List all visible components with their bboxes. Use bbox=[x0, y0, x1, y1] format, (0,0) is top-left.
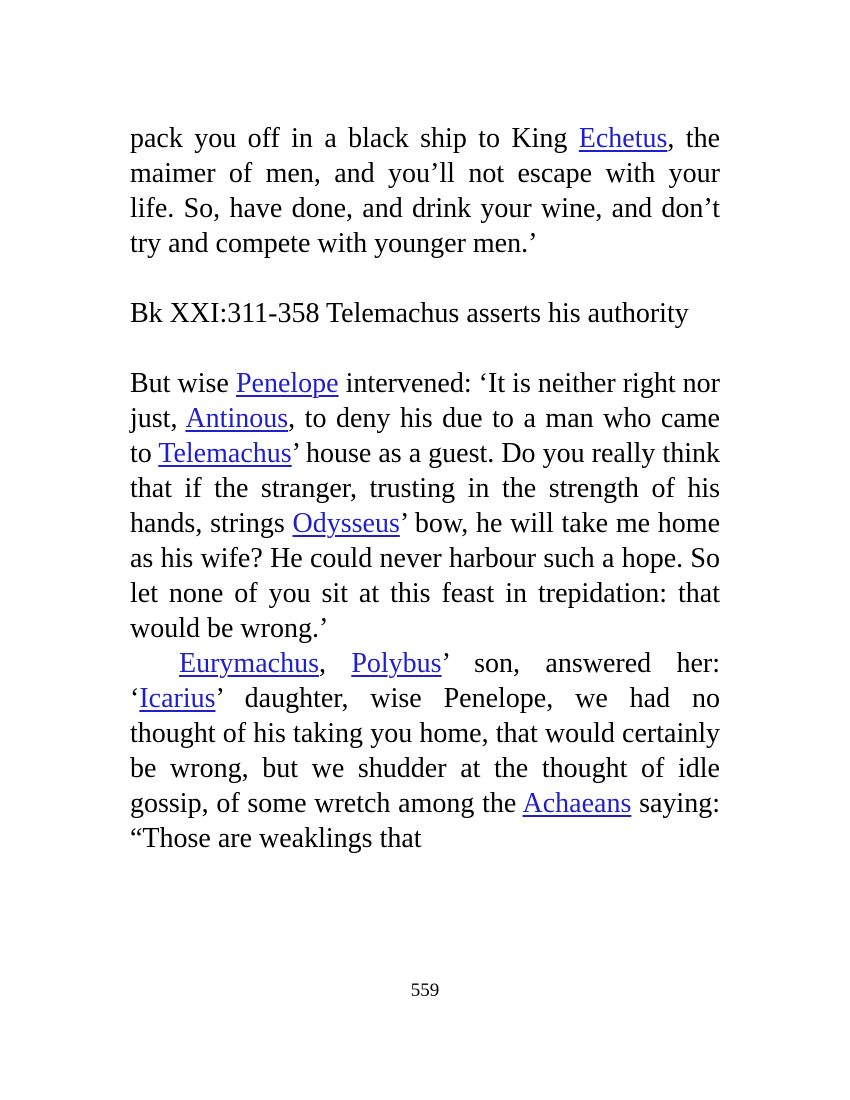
link-echetus[interactable]: Echetus bbox=[578, 123, 668, 154]
paragraph-1 bbox=[130, 121, 720, 261]
link-antinous[interactable]: Antinous bbox=[185, 403, 289, 434]
paragraph-2 bbox=[130, 366, 720, 646]
link-eurymachus[interactable]: Eurymachus bbox=[179, 648, 319, 679]
page-number: 559 bbox=[410, 980, 440, 1001]
text-run: pack you off in a black ship to King bbox=[130, 123, 579, 154]
paragraph-3 bbox=[130, 646, 720, 856]
text-run: ’ house as a guest. Do you really think that if the stranger, trusting in the strength of his hands, strings bbox=[130, 438, 720, 539]
link-odysseus[interactable]: Odysseus bbox=[292, 508, 400, 539]
text-run: ’ daughter, wise Penelope, we had no thought of his taking you home, that would certainly be wrong, but we shudder at the thought of idle gossip, of some wretch among the bbox=[130, 683, 720, 819]
text-run: saying: “Those are weaklings that bbox=[130, 788, 720, 854]
text-run: ’ bow, he will take me home as his wife? He could never harbour such a hope. So let none of you sit at this feast in trepidation: that would be wrong.’ bbox=[130, 508, 721, 644]
paragraph-spacer bbox=[130, 331, 720, 366]
text-run: ’ son, answered her: ‘ bbox=[130, 648, 720, 714]
text-run: , to deny his due to a man who came to bbox=[130, 403, 720, 469]
link-polybus[interactable]: Polybus bbox=[351, 648, 442, 679]
text-run: , the maimer of men, and you’ll not escape with your life. So, have done, and drink your wine, and don’t try and compete with younger men.’ bbox=[130, 123, 720, 259]
text-run: But wise bbox=[130, 368, 236, 399]
link-icarius[interactable]: Icarius bbox=[139, 683, 216, 714]
section-heading: Bk XXI:311-358 Telemachus asserts his authority bbox=[130, 298, 689, 329]
link-penelope[interactable]: Penelope bbox=[235, 368, 339, 399]
paragraph-spacer bbox=[130, 261, 720, 296]
page-body bbox=[130, 121, 720, 856]
link-telemachus[interactable]: Telemachus bbox=[158, 438, 292, 469]
text-run: intervened: ‘It is neither right nor just, bbox=[130, 368, 721, 434]
link-achaeans[interactable]: Achaeans bbox=[522, 788, 632, 819]
text-run: , bbox=[318, 648, 352, 679]
